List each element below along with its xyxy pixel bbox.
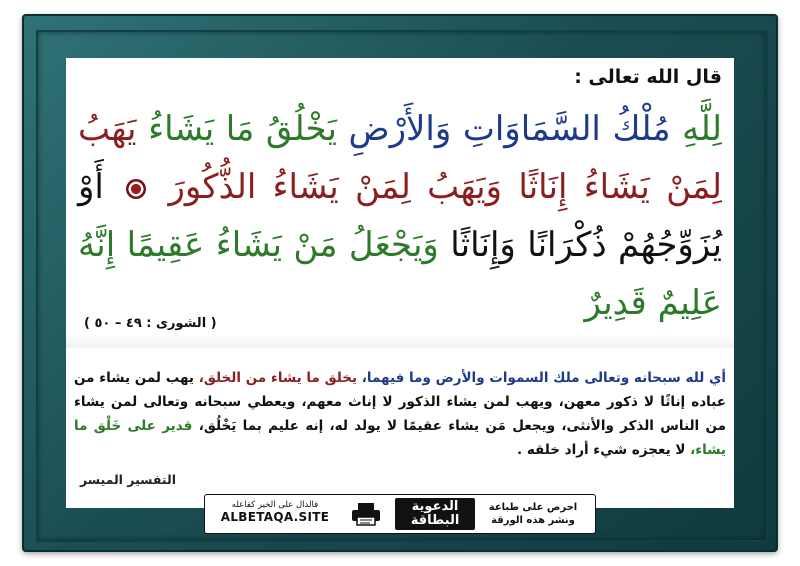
- verse-segment-blue: مُلْكُ السَّمَاوَاتِ وَالأَرْضِ: [348, 109, 671, 149]
- footer-site-link[interactable]: ALBETAQA.SITE: [220, 510, 330, 524]
- ayah-end-icon: [126, 179, 146, 199]
- verse-segment-red: يَهَبُ لِمَنْ يَشَاءُ إِنَاثًا وَيَهَبُ لِمَنْ يَشَاءُ: [78, 109, 723, 207]
- commentary-part-1: أي لله سبحانه وتعالى ملك السموات والأرض وما فيهما،: [361, 370, 726, 386]
- verse-segment-green: لِلَّهِ: [682, 109, 722, 149]
- logo-line-1: الدعوية: [411, 499, 459, 514]
- promo-line-2: ونشر هذه الورقة: [491, 515, 575, 526]
- commentary-part-5: لا يعجزه شيء أراد خلقه .: [516, 442, 686, 458]
- quran-verse: [78, 100, 722, 332]
- verse-segment-red-2: الذُّكُورَ: [168, 167, 257, 207]
- verse-reference: ( الشورى : ٤٩ – ٥٠ ): [84, 316, 217, 331]
- footer-site-block: [215, 500, 335, 524]
- verse-segment-green-2: يَخْلُقُ مَا يَشَاءُ: [148, 109, 337, 149]
- card-paper: [66, 58, 734, 508]
- verse-segment-green-4: مَنْ يَشَاءُ عَقِيمًا إِنَّهُ عَلِيمٌ قَدِيرٌ: [78, 225, 722, 323]
- logo-line-2: البطاقة: [410, 513, 460, 528]
- verse-heading: قال الله تعالى :: [574, 66, 722, 88]
- verse-panel: [66, 58, 734, 348]
- commentary-part-2: يخلق ما يشاء من الخلق،: [198, 370, 358, 386]
- commentary-part-4: قدير على خَلْق ما يشاء،: [74, 418, 726, 458]
- promo-line-1: احرص على طباعة: [488, 502, 578, 513]
- footer-saying: فالدال على الخير كفاعله: [231, 500, 319, 510]
- tafsir-commentary: [74, 366, 726, 462]
- footer-promo: [481, 501, 585, 527]
- verse-segment-green-3: وَيَجْعَلُ: [348, 225, 439, 265]
- footer-bar: [204, 494, 596, 534]
- albetaqa-logo: [395, 498, 475, 530]
- printer-icon: [351, 502, 381, 526]
- verse-segment-black: أَوْ يُزَوِّجُهُمْ ذُكْرَانًا وَإِنَاثًا: [78, 167, 722, 265]
- tafsir-source: التفسير الميسر: [80, 472, 176, 487]
- commentary-part-3: يهب لمن يشاء من عباده إناثًا لا ذكور معهن، ويهب لمن يشاء الذكور لا إناث معهم، ويعطي سبحانه وتعالى لمن يشاء من الناس الذكر والأنثى، ويجعل مَن يشاء عقيمًا لا يولد له، إنه عليم بما يَخْلُق،: [74, 370, 727, 434]
